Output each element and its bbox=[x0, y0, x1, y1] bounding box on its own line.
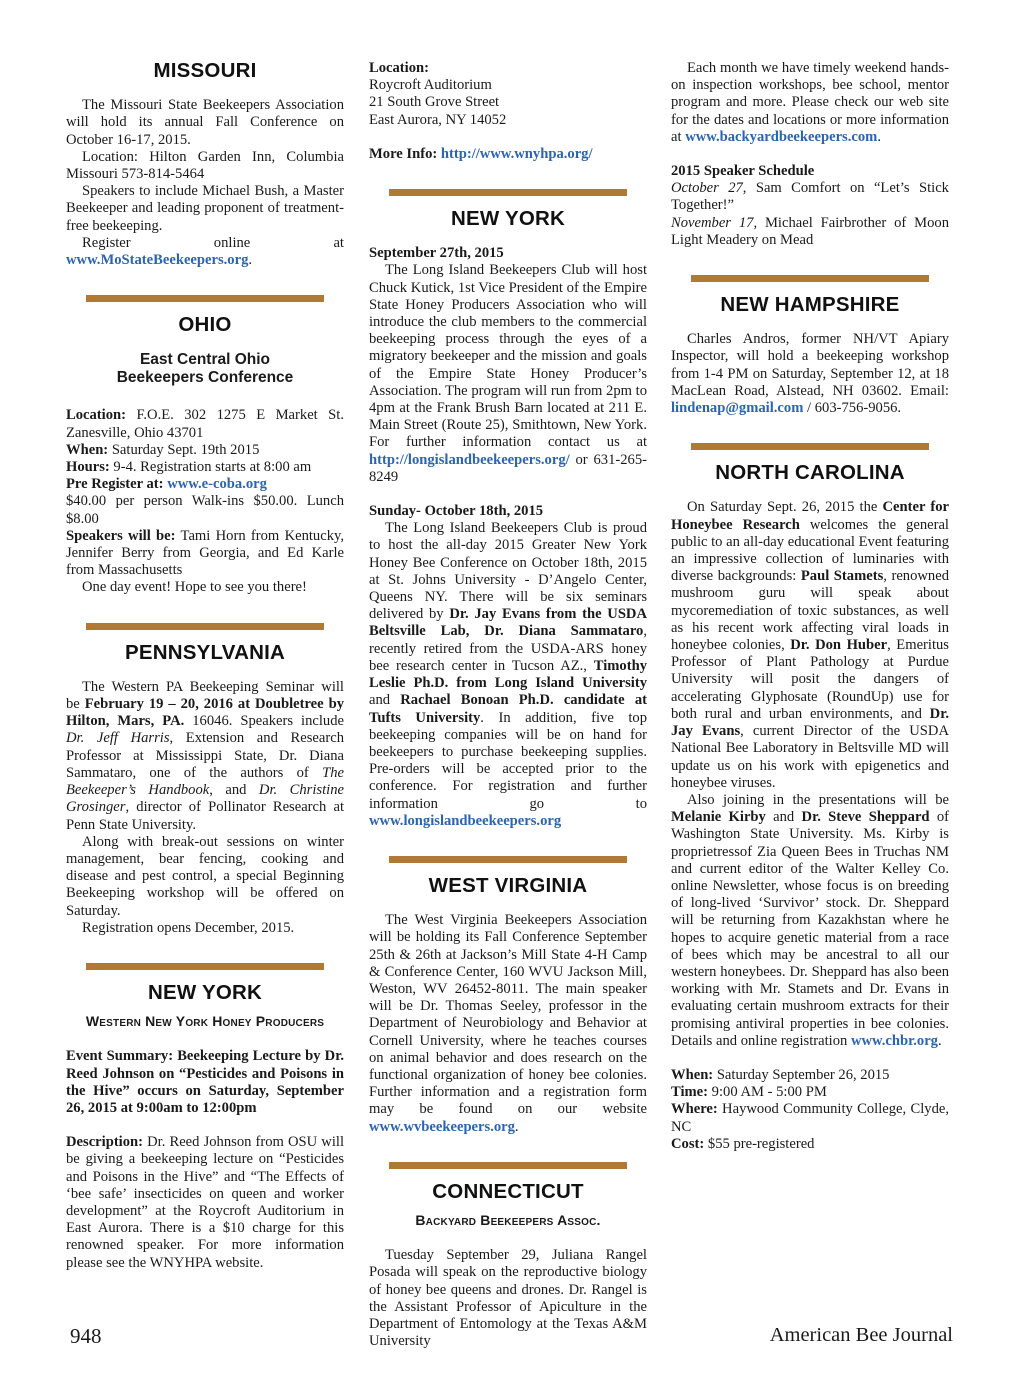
missouri-register-text: Register online at bbox=[82, 234, 344, 251]
pennsylvania-p3: Registration opens December, 2015. bbox=[82, 919, 295, 936]
ct-text-end: . bbox=[877, 128, 881, 145]
ny-west-subheading: Western New York Honey Producers bbox=[85, 1013, 325, 1030]
nh-text: Charles Andros, former NH/VT Apiary Inspector, will hold a beekeeping workshop from 1-4 PM on Saturday, September 12, at 18 MacLean Road, Alstead, NH 03602. Email: bbox=[671, 331, 949, 399]
ny-west-more-label: More Info: bbox=[369, 145, 438, 162]
ny-west-location-label: Location: bbox=[369, 60, 429, 76]
ct-schedule-date: October 27 bbox=[671, 180, 743, 197]
nc-when-label: When: bbox=[671, 1066, 714, 1083]
nc-text: and bbox=[765, 809, 802, 826]
section-rule bbox=[691, 275, 929, 282]
ct-schedule-1 bbox=[671, 180, 949, 214]
ohio-speakers-value: Tami Horn from Kentucky, Jennifer Berry from Georgia, and Ed Karle from Massachusetts bbox=[66, 527, 345, 579]
ohio-when bbox=[66, 442, 344, 459]
section-rule bbox=[389, 856, 627, 863]
ny-west-location bbox=[369, 60, 647, 129]
nc-where-label: Where: bbox=[671, 1101, 718, 1118]
ohio-preregister bbox=[66, 476, 344, 493]
nc-time bbox=[671, 1084, 949, 1101]
wv-text: The West Virginia Beekeepers Association will be holding its Fall Conference September 25th & 26th at Jackson’s Mill State 4-H Camp & Conference Center, 160 WVU Jackson Mill, Weston, WV 26452-8011. The main speaker will be Dr. Thomas Seeley, professor in the Department of Neurobiology and Behavior at Cornell University, where he teaches courses on animal behavior and does research on the functional organization of honey bee colonies. Further information and a registration form may be found on our website bbox=[369, 912, 647, 1118]
ny-li-link[interactable]: http://longislandbeekeepers.org/ bbox=[369, 451, 570, 468]
ohio-link[interactable]: www.e-coba.org bbox=[167, 476, 267, 493]
pa-text: 16046. Speakers include bbox=[184, 713, 345, 730]
heading-ohio: OHIO bbox=[178, 313, 232, 337]
ct-p1: Tuesday September 29, Juliana Rangel Posada will speak on the reproductive biology of honey bee queens and drones. Dr. Rangel is the Assistant Professor of Apiculture in the Department of Entomology at the Texas A&M University bbox=[369, 1247, 647, 1350]
missouri-p4 bbox=[66, 235, 344, 269]
section-rule bbox=[389, 189, 627, 196]
ct-schedule-text: , Michael Fairbrother of Moon Light Meadery on Mead bbox=[671, 214, 949, 248]
nc-text: On Saturday Sept. 26, 2015 the bbox=[687, 499, 883, 516]
ohio-price: $40.00 per person Walk-ins $50.00. Lunch $8.00 bbox=[66, 493, 344, 527]
nh-p1 bbox=[671, 331, 949, 417]
nc-org: Center for Honeybee Research bbox=[671, 499, 949, 533]
ohio-speakers-label: Speakers will be: bbox=[66, 527, 176, 544]
pa-speaker: Dr. Christine Grosinger bbox=[66, 782, 344, 816]
ohio-when-value: Saturday Sept. 19th 2015 bbox=[108, 441, 260, 458]
ohio-hours bbox=[66, 459, 344, 476]
nc-speaker: Melanie Kirby bbox=[671, 809, 766, 826]
ct-schedule-date: November 17 bbox=[671, 214, 754, 231]
ny-li-speaker: Dr. Jay Evans from the USDA Beltsville Lab, Dr. Diana Sammataro bbox=[369, 606, 648, 640]
nc-text: Also joining in the presentations will be bbox=[687, 791, 949, 808]
ny-li-speaker: Rachael Bonoan Ph.D. candidate at Tufts University bbox=[369, 692, 647, 726]
ny-west-link[interactable]: http://www.wnyhpa.org/ bbox=[440, 145, 593, 162]
nc-p1 bbox=[671, 499, 949, 791]
ny-li-date1: September 27th, 2015 bbox=[369, 245, 504, 262]
nh-phone: / 603-756-9056. bbox=[803, 400, 902, 417]
nc-text: , renowned mushroom guru will speak about mycoremediation of toxic substances, as well as his recent work affecting viral loads in honeybee colonies, bbox=[671, 568, 950, 654]
heading-west-virginia: WEST VIRGINIA bbox=[428, 873, 588, 897]
ny-west-description bbox=[66, 1134, 344, 1272]
nh-email-link[interactable]: lindenap@gmail.com bbox=[671, 400, 804, 417]
ohio-when-label: When: bbox=[66, 441, 109, 458]
ny-west-location-line: Roycroft Auditorium bbox=[369, 77, 492, 94]
nc-when-value: Saturday September 26, 2015 bbox=[713, 1066, 890, 1083]
ny-west-summary: Event Summary: Beekeeping Lecture by Dr. Reed Johnson on “Pesticides and Poisons in the Hive” occurs on Saturday, September 26, 2015 at 9:00am to 12:00pm bbox=[66, 1048, 344, 1116]
ny-west-location-line: 21 South Grove Street bbox=[369, 94, 500, 111]
pa-book-title: The Beekeeper’s Handbook bbox=[66, 764, 344, 799]
ny-li-p1 bbox=[369, 262, 647, 486]
wv-link[interactable]: www.wvbeekeepers.org bbox=[369, 1118, 515, 1135]
section-rule bbox=[691, 443, 929, 450]
ohio-sub2: Beekeepers Conference bbox=[116, 369, 294, 387]
column-middle bbox=[369, 60, 647, 1350]
pa-text: , Extension and Research Professor at Mississippi State, Dr. Diana Sammataro, one of the authors of bbox=[66, 730, 344, 781]
ohio-sub1: East Central Ohio bbox=[139, 351, 271, 369]
nc-text-end: . bbox=[937, 1032, 942, 1049]
nc-speaker: Paul Stamets bbox=[800, 568, 884, 585]
ohio-location-label: Location: bbox=[66, 407, 126, 424]
ct-link[interactable]: www.backyardbeekeepers.com bbox=[685, 128, 878, 145]
ohio-closing: One day event! Hope to see you there! bbox=[82, 579, 307, 596]
ohio-speakers bbox=[66, 528, 344, 580]
ohio-preregister-label: Pre Register at: bbox=[66, 476, 164, 493]
ny-li-link-2[interactable]: www.longislandbeekeepers.org bbox=[369, 812, 562, 829]
section-rule bbox=[86, 963, 324, 970]
missouri-p3: Speakers to include Michael Bush, a Master Beekeeper and leading proponent of treatment-free beekeeping. bbox=[66, 183, 344, 234]
pa-text: The Western PA Beekeeping Seminar will be bbox=[66, 678, 344, 713]
nc-text: , Emeritus Professor of Plant Pathology at Purdue University will posit the dangers of accelerating Glyphosate (RoundUp) use for both rural and urban environments, and bbox=[671, 637, 949, 722]
nc-cost bbox=[671, 1136, 949, 1153]
ct-schedule-label: 2015 Speaker Schedule bbox=[671, 163, 815, 180]
ny-west-description-value: Dr. Reed Johnson from OSU will be giving a beekeeping lecture on “Pesticides and Poisons in the Hive” and “The Effects of ‘bee safe’ insecticides on queen and worker development” at the Roycroft Auditorium in East Aurora. There is a $10 charge for this renowned speaker. For more information please see the WNYHPA website. bbox=[66, 1134, 344, 1271]
nc-cost-value: $55 pre-registered bbox=[704, 1135, 815, 1152]
ny-li-text: and bbox=[369, 692, 401, 709]
wv-p1 bbox=[369, 912, 647, 1136]
ny-west-location-line: East Aurora, NY 14052 bbox=[369, 111, 507, 128]
ny-li-text: The Long Island Beekeepers Club will host Chuck Kutick, 1st Vice President of the Empire State Honey Producers Association who will introduce the club members to the commercial beekeeping process through the eyes of a migratory beekeeper and the mission and goals of the Empire State Honey Producer’s Association. The program will run from 2pm to 4pm at the Frank Brush Barn located at 211 E. Main Street (Route 25), Smithtown, New York. For further information contact us at bbox=[369, 262, 647, 451]
journal-title: American Bee Journal bbox=[769, 1324, 953, 1346]
column-left bbox=[66, 60, 344, 1272]
nc-time-label: Time: bbox=[671, 1084, 709, 1101]
ohio-subheading bbox=[66, 351, 344, 387]
pa-speaker: Dr. Jeff Harris bbox=[66, 730, 170, 747]
ny-li-p2 bbox=[369, 520, 647, 830]
heading-north-carolina: NORTH CAROLINA bbox=[715, 461, 905, 485]
nc-p2 bbox=[671, 792, 949, 1050]
ny-li-text: . In addition, five top beekeeping companies will be on hand for beekeepers to purchase beekeeping supplies. Pre-orders will be accepted prior to the conference. For registration and further information go to bbox=[369, 709, 647, 812]
nc-speaker: Dr. Steve Sheppard bbox=[801, 809, 930, 826]
ct-subheading: Backyard Beekeepers Assoc. bbox=[415, 1211, 601, 1228]
section-rule bbox=[86, 623, 324, 630]
ny-west-more-info bbox=[369, 146, 647, 163]
nc-text: welcomes the general public to an all-day educational Event featuring an impressive collection of luminaries with diverse backgrounds: bbox=[671, 516, 949, 585]
section-rule bbox=[86, 295, 324, 302]
ohio-hours-value: 9-4. Registration starts at 8:00 am bbox=[109, 459, 312, 476]
ny-li-text: The Long Island Beekeepers Club is proud to host the all-day 2015 Greater New York Honey Bee Conference on October 18th, 2015 at St. Johns University - D’Angelo Center, Queens NY. There will be six seminars delivered by bbox=[369, 520, 647, 623]
heading-pennsylvania: PENNSYLVANIA bbox=[125, 640, 285, 664]
nc-text: , current Director of the USDA National Bee Laboratory in Beltsville MD will update us on his work with epigenetics and honeybee viruses. bbox=[671, 723, 949, 791]
nc-where bbox=[671, 1101, 949, 1135]
ny-west-description-label: Description: bbox=[66, 1134, 144, 1151]
wv-text-end: . bbox=[514, 1118, 519, 1135]
heading-missouri: MISSOURI bbox=[153, 59, 257, 82]
nc-when bbox=[671, 1067, 949, 1084]
missouri-p1: The Missouri State Beekeepers Association will hold its annual Fall Conference on October 16-17, 2015. bbox=[66, 97, 344, 148]
section-rule bbox=[389, 1162, 627, 1169]
ohio-location bbox=[66, 407, 344, 441]
ct-p2 bbox=[671, 60, 949, 146]
ohio-location-value: F.O.E. 302 1275 E Market St. Zanesville, Ohio 43701 bbox=[66, 407, 344, 441]
nc-speaker: Dr. Jay Evans bbox=[671, 705, 949, 740]
pennsylvania-p1 bbox=[66, 679, 344, 834]
nc-text: of Washington State University. Ms. Kirby is proprietressof Zia Queen Bees in Truchas NM and current editor of the Walter Kelley Co. online Newsletter, whose focus is on breeding of long-lived ‘Survivor’ stock. Dr. Sheppard will be returning from Kazakhstan where he hopes to acquire genetic material from a race of bees which may be ancestral to all our western honeybees. Dr. Sheppard has also been working with Mr. Stamets and Dr. Evans in evaluating certain mushroom extracts for their promising antiviral properties in bee colonies. Details and online registration bbox=[671, 809, 950, 1049]
ohio-hours-label: Hours: bbox=[66, 459, 110, 476]
ct-schedule-text: , Sam Comfort on “Let’s Stick Together!” bbox=[671, 180, 949, 214]
nc-time-value: 9:00 AM - 5:00 PM bbox=[708, 1084, 827, 1101]
page-number: 948 bbox=[70, 1324, 102, 1348]
missouri-p2: Location: Hilton Garden Inn, Columbia Missouri 573-814-5464 bbox=[66, 148, 344, 183]
heading-new-york-li: NEW YORK bbox=[451, 207, 565, 231]
pennsylvania-p2: Along with break-out sessions on winter management, bear fencing, cooking and disease and pest control, a special Beginning Beekeeping workshop will be offered on Saturday. bbox=[66, 833, 344, 919]
nc-link[interactable]: www.chbr.org bbox=[850, 1032, 938, 1049]
nc-speaker: Dr. Don Huber bbox=[790, 637, 888, 654]
pa-dates: February 19 – 20, 2016 at Doubletree by Hilton, Mars, PA. bbox=[66, 696, 344, 730]
ny-li-text: , recently retired from the USDA-ARS honey bee research center in Tucson AZ., bbox=[369, 623, 647, 674]
ct-text: Each month we have timely weekend hands-on inspection workshops, bee school, mentor program and more. Please check our web site for the dates and locations or more information at bbox=[671, 60, 949, 145]
ny-li-speaker: Timothy Leslie Ph.D. from Long Island University bbox=[369, 657, 647, 692]
pa-text: , and bbox=[209, 782, 259, 799]
ny-li-date2: Sunday- October 18th, 2015 bbox=[369, 503, 544, 520]
heading-new-york-west: NEW YORK bbox=[148, 980, 262, 1004]
ny-li-text: or 631-265-8249 bbox=[369, 451, 647, 485]
heading-new-hampshire: NEW HAMPSHIRE bbox=[720, 293, 900, 317]
column-right bbox=[671, 60, 949, 1153]
missouri-register-end: . bbox=[248, 252, 253, 269]
nc-where-value: Haywood Community College, Clyde, NC bbox=[671, 1101, 949, 1135]
pa-text: , director of Pollinator Research at Penn State University. bbox=[66, 799, 344, 833]
ct-schedule-2 bbox=[671, 215, 949, 249]
nc-cost-label: Cost: bbox=[671, 1135, 705, 1152]
heading-connecticut: CONNECTICUT bbox=[432, 1179, 584, 1203]
missouri-link[interactable]: www.MoStateBeekeepers.org bbox=[66, 252, 249, 269]
